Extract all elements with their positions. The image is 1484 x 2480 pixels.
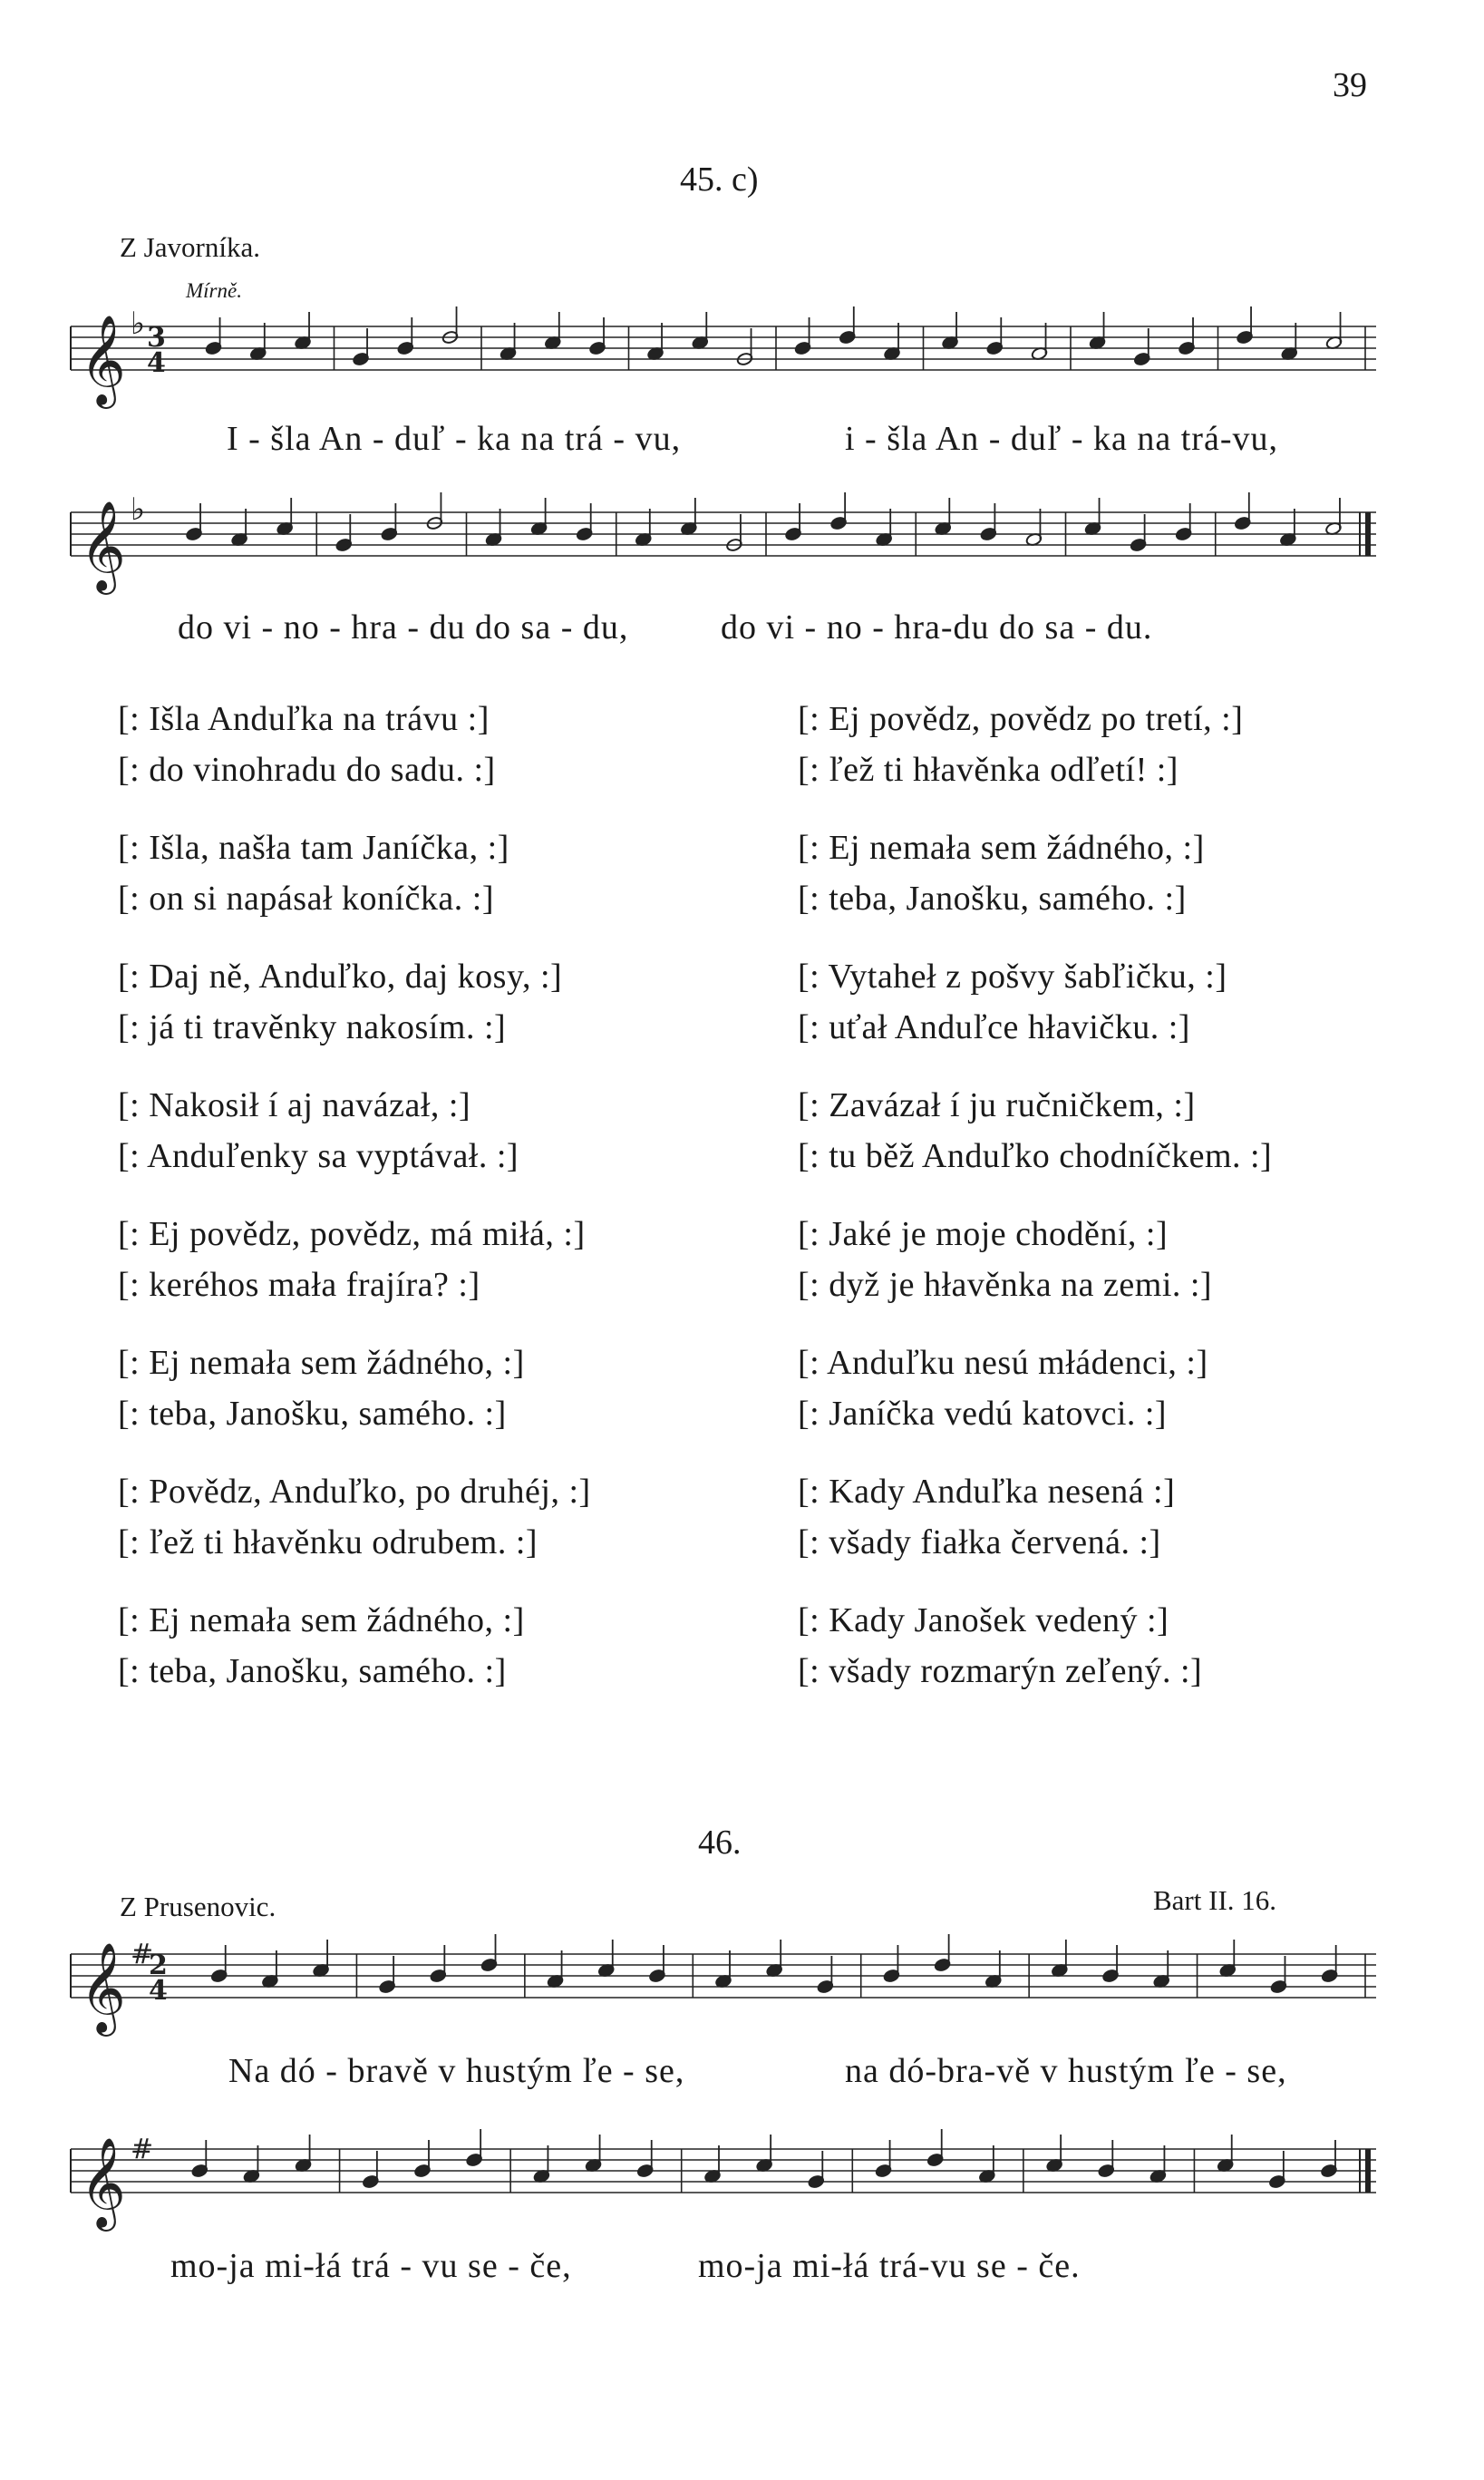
- treble-clef-icon: 𝄞: [80, 501, 126, 591]
- stanza: [798, 822, 1205, 924]
- stanza-line: [: Išla Anduľka na trávu :]: [118, 700, 490, 738]
- lyrics-segment: Na dó - bravě v hustým ľe - se,: [228, 2052, 685, 2090]
- stanza-line: [: Zavázał í ju ručničkem, :]: [798, 1086, 1196, 1124]
- treble-clef-icon: 𝄞: [80, 315, 126, 405]
- lyrics-segment: mo-ja mi-łá trá-vu se - če.: [698, 2247, 1081, 2285]
- music-staff: [71, 1936, 1394, 2045]
- stanza-line: [: Ej nemała sem žádného, :]: [118, 1601, 525, 1639]
- treble-clef-icon: 𝄞: [80, 2137, 126, 2228]
- stanza: [118, 1080, 519, 1182]
- tempo-marking: Mírně.: [186, 279, 242, 302]
- lyrics-line: [0, 608, 1484, 653]
- stanza-line: [: všady rozmarýn zeľený. :]: [798, 1652, 1203, 1690]
- lyrics-line: [0, 419, 1484, 464]
- stanza: [118, 951, 562, 1053]
- stanza: [118, 1209, 586, 1310]
- reference-note: Bart II. 16.: [1153, 1884, 1277, 1916]
- stanza-line: [: já ti travěnky nakosím. :]: [118, 1008, 507, 1046]
- lyrics-segment: mo-ja mi-łá trá - vu se - če,: [170, 2247, 572, 2285]
- lyrics-segment: na dó-bra-vě v hustým ľe - se,: [845, 2052, 1287, 2090]
- stanza-line: [: tu běž Anduľko chodníčkem. :]: [798, 1137, 1273, 1175]
- page-number: 39: [1333, 66, 1367, 104]
- stanza-line: [: ľež ti hłavěnku odrubem. :]: [118, 1523, 538, 1561]
- time-signature-denominator: 4: [147, 347, 166, 379]
- stanza-line: [: on si napásał koníčka. :]: [118, 880, 495, 918]
- stanza-line: [: Išla, našła tam Janíčka, :]: [118, 829, 509, 867]
- stanza: [118, 1595, 525, 1697]
- stanza: [798, 1337, 1208, 1439]
- lyrics-segment: I - šla An - duľ - ka na trá - vu,: [227, 420, 682, 458]
- lyrics-segment: do vi - no - hra-du do sa - du.: [721, 608, 1153, 647]
- stanza: [798, 1080, 1272, 1182]
- time-signature-numerator: 2: [149, 1950, 168, 1981]
- final-barline: [1365, 2149, 1371, 2193]
- stanza-line: [: Ej povědz, povědz po tretí, :]: [798, 700, 1244, 738]
- music-staff: [71, 491, 1394, 603]
- sharp-icon: #: [131, 1939, 154, 1970]
- stanza-line: [: do vinohradu do sadu. :]: [118, 751, 496, 789]
- stanza-line: [: teba, Janošku, samého. :]: [798, 880, 1187, 918]
- lyrics-line: [0, 2246, 1484, 2291]
- lyrics-segment: do vi - no - hra - du do sa - du,: [178, 608, 629, 647]
- stanza: [118, 1466, 591, 1568]
- sharp-icon: #: [131, 2134, 154, 2165]
- lyrics-segment: i - šla An - duľ - ka na trá-vu,: [845, 420, 1278, 458]
- song-number: 45. c): [680, 160, 759, 199]
- stanza-line: [: Janíčka vedú katovci. :]: [798, 1395, 1168, 1433]
- stanza-line: [: Anduľku nesú młádenci, :]: [798, 1344, 1208, 1382]
- stanza-line: [: uťał Anduľce hłavičku. :]: [798, 1008, 1190, 1046]
- stanza-line: [: ľež ti hłavěnka odľetí! :]: [798, 751, 1178, 789]
- stanza-line: [: Povědz, Anduľko, po druhéj, :]: [118, 1473, 591, 1511]
- stanza-line: [: Kady Anduľka nesená :]: [798, 1473, 1176, 1511]
- flat-icon: ♭: [131, 491, 146, 528]
- stanza: [798, 1595, 1202, 1697]
- stanza-line: [: Anduľenky sa vyptávał. :]: [118, 1137, 519, 1175]
- stanza-line: [: všady fiałka červená. :]: [798, 1523, 1161, 1561]
- stanza-line: [: Nakosił í aj navázał, :]: [118, 1086, 471, 1124]
- stanza: [798, 951, 1227, 1053]
- stanza-line: [: keréhos mała frajíra? :]: [118, 1266, 480, 1304]
- final-barline: [1365, 512, 1371, 556]
- stanza-line: [: Daj ně, Anduľko, daj kosy, :]: [118, 958, 563, 996]
- stanza: [798, 694, 1243, 795]
- stanza-line: [: Ej nemała sem žádného, :]: [118, 1344, 525, 1382]
- song-number: 46.: [698, 1824, 742, 1862]
- music-staff: [71, 2131, 1394, 2240]
- stanza: [118, 694, 496, 795]
- stanza: [118, 1337, 525, 1439]
- stanza-line: [: Ej povědz, povědz, má miłá, :]: [118, 1215, 586, 1253]
- stanza-line: [: Ej nemała sem žádného, :]: [798, 829, 1205, 867]
- stanza-line: [: dyž je hłavěnka na zemi. :]: [798, 1266, 1213, 1304]
- stanza-line: [: Kady Janošek vedený :]: [798, 1601, 1169, 1639]
- treble-clef-icon: 𝄞: [80, 1942, 126, 2033]
- stanza: [118, 822, 509, 924]
- song-origin: Z Prusenovic.: [120, 1891, 276, 1922]
- stanza-column-right: [798, 694, 1432, 1691]
- stanza-column-left: [118, 694, 734, 1691]
- lyrics-line: [0, 2051, 1484, 2096]
- stanza-line: [: teba, Janošku, samého. :]: [118, 1395, 507, 1433]
- stanza-line: [: Vytaheł z pošvy šabľičku, :]: [798, 958, 1227, 996]
- stanza: [798, 1209, 1212, 1310]
- time-signature-numerator: 3: [147, 322, 166, 354]
- flat-icon: ♭: [131, 306, 146, 342]
- stanza: [798, 1466, 1175, 1568]
- time-signature-denominator: 4: [149, 1975, 168, 2007]
- stanza-line: [: Jaké je moje chodění, :]: [798, 1215, 1169, 1253]
- music-staff: [71, 308, 1394, 417]
- song-origin: Z Javorníka.: [120, 231, 260, 263]
- stanza-line: [: teba, Janošku, samého. :]: [118, 1652, 507, 1690]
